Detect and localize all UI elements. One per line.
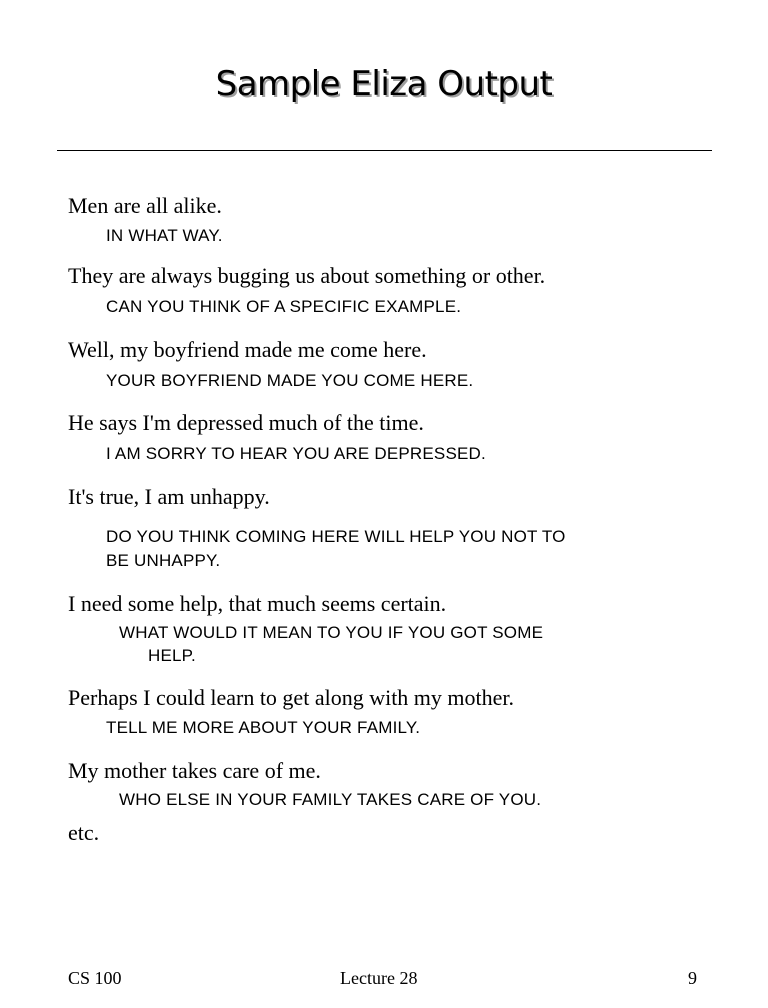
page-title: Sample Eliza Output (215, 64, 553, 104)
footer-course: CS 100 (68, 968, 122, 988)
user-line-5: It's true, I am unhappy. (68, 484, 270, 509)
eliza-reply-1: IN WHAT WAY. (106, 226, 223, 245)
etc-text: etc. (68, 820, 100, 845)
eliza-reply-3: YOUR BOYFRIEND MADE YOU COME HERE. (106, 371, 474, 390)
eliza-reply-5-line-1: DO YOU THINK COMING HERE WILL HELP YOU NOT TO (106, 527, 566, 546)
footer-page-number: 9 (688, 968, 697, 988)
user-line-7: Perhaps I could learn to get along with my mother. (68, 685, 515, 710)
title-divider (57, 150, 712, 151)
user-line-1: Men are all alike. (68, 193, 222, 218)
eliza-reply-8: WHO ELSE IN YOUR FAMILY TAKES CARE OF YOU. (119, 790, 542, 809)
footer-lecture: Lecture 28 (340, 968, 418, 988)
user-line-6: I need some help, that much seems certain. (68, 591, 447, 616)
user-line-4: He says I'm depressed much of the time. (68, 410, 424, 435)
user-line-8: My mother takes care of me. (68, 758, 321, 783)
user-line-2: They are always bugging us about something or other. (68, 263, 546, 288)
eliza-reply-5-line-2: BE UNHAPPY. (106, 551, 221, 570)
eliza-reply-4: I AM SORRY TO HEAR YOU ARE DEPRESSED. (106, 444, 486, 463)
eliza-reply-6-line-1: WHAT WOULD IT MEAN TO YOU IF YOU GOT SOME (119, 623, 544, 642)
eliza-reply-7: TELL ME MORE ABOUT YOUR FAMILY. (106, 718, 421, 737)
eliza-reply-6-line-2: HELP. (148, 646, 196, 665)
user-line-3: Well, my boyfriend made me come here. (68, 337, 427, 362)
eliza-reply-2: CAN YOU THINK OF A SPECIFIC EXAMPLE. (106, 297, 462, 316)
